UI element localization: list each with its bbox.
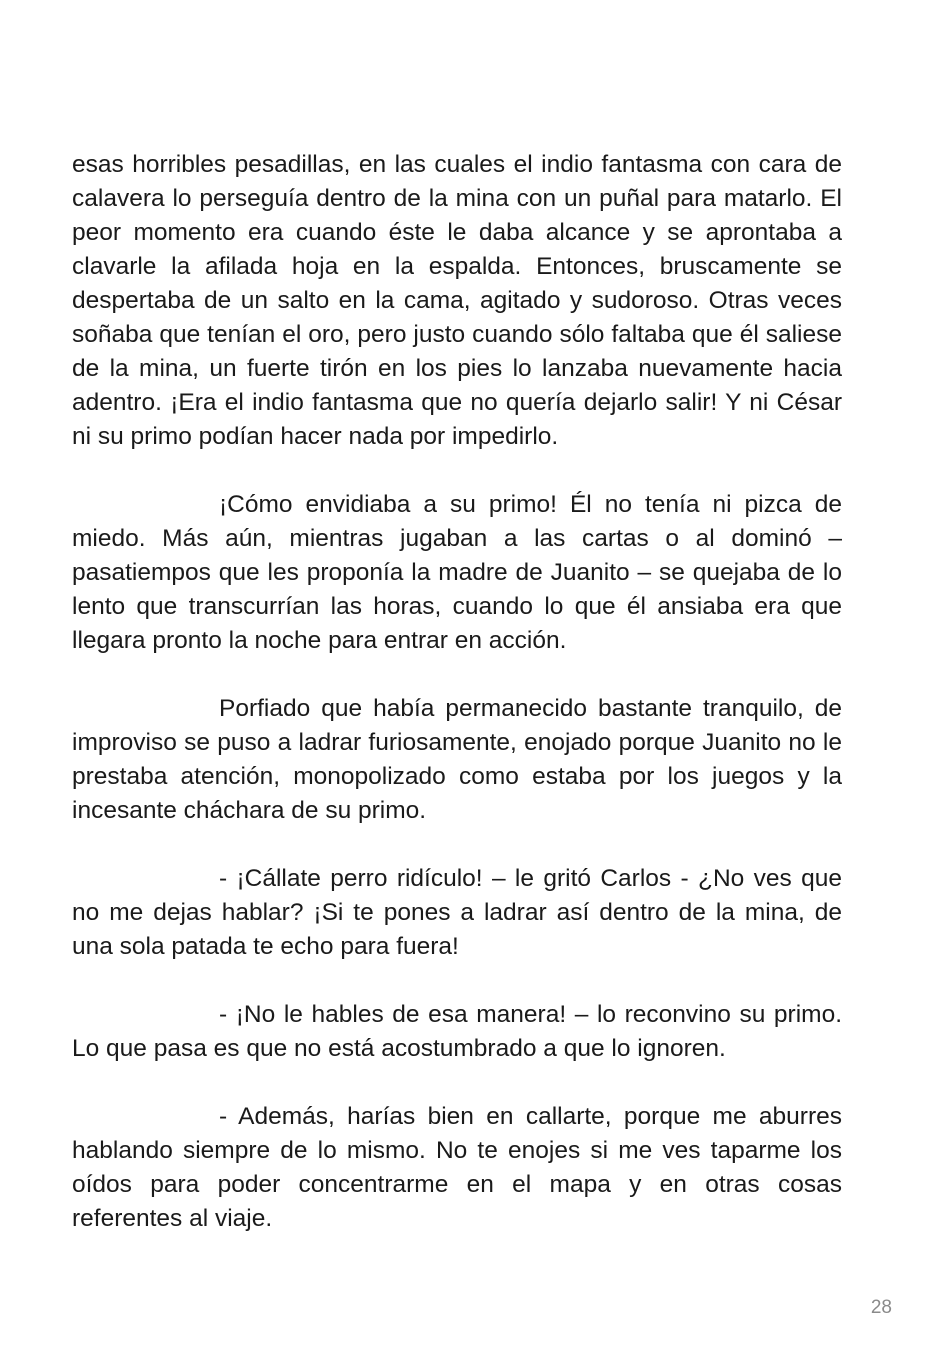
paragraph: Porfiado que había permanecido bastante tranquilo, de improviso se puso a ladrar furiosamente, enojado porque Juanito no le prestaba atención, monopolizado como estaba por los juegos y la incesante cháchara de su primo. (72, 695, 842, 824)
page-text (72, 148, 842, 1236)
dialogue-paragraph: - ¡Cállate perro ridículo! – le gritó Carlos - ¿No ves que no me dejas hablar? ¡Si te pones a ladrar así dentro de la mina, de una sola patada te echo para fuera! (72, 865, 842, 960)
paragraph: ¡Cómo envidiaba a su primo! Él no tenía ni pizca de miedo. Más aún, mientras jugaban a las cartas o al dominó – pasatiempos que les proponía la madre de Juanito – se quejaba de lo lento que transcurrían las horas, cuando lo que él ansiaba era que llegara pronto la noche para entrar en acción. (72, 491, 842, 654)
page-number: 28 (870, 1297, 892, 1318)
paragraph: esas horribles pesadillas, en las cuales el indio fantasma con cara de calavera lo perseguía dentro de la mina con un puñal para matarlo. El peor momento era cuando éste le daba alcance y se aprontaba a clavarle la afilada hoja en la espalda. Entonces, bruscamente se despertaba de un salto en la cama, agitado y sudoroso. Otras veces soñaba que tenían el oro, pero justo cuando sólo faltaba que él saliese de la mina, un fuerte tirón en los pies lo lanzaba nuevamente hacia adentro. ¡Era el indio fantasma que no quería dejarlo salir! Y ni César ni su primo podían hacer nada por impedirlo. (72, 151, 842, 450)
dialogue-paragraph: - ¡No le hables de esa manera! – lo reconvino su primo. Lo que pasa es que no está acostumbrado a que lo ignoren. (72, 1001, 842, 1062)
dialogue-paragraph: - Además, harías bien en callarte, porque me aburres hablando siempre de lo mismo. No te enojes si me ves taparme los oídos para poder concentrarme en el mapa y en otras cosas referentes al viaje. (72, 1103, 842, 1232)
